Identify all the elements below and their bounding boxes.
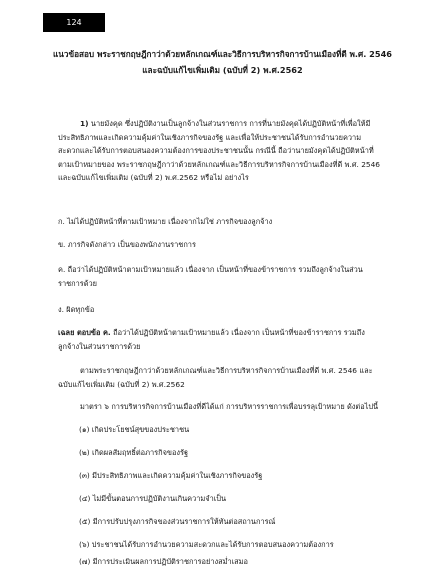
goal-item-5: (๕) มีการปรับปรุงภารกิจของส่วนราชการให้ทันต่อสถานการณ์ [79, 517, 276, 526]
goal-item-3: (๓) มีประสิทธิภาพและเกิดความคุ้มค่าในเชิงภารกิจของรัฐ [79, 471, 263, 480]
page-number-box: 124 [43, 13, 105, 32]
title-line-1: แนวข้อสอบ พระราชกฤษฎีกาว่าด้วยหลักเกณฑ์และวิธีการบริหารกิจการบ้านเมืองที่ดี พ.ศ. 2546 [53, 49, 392, 59]
goal-item-2: (๒) เกิดผลสัมฤทธิ์ต่อภารกิจของรัฐ [79, 448, 189, 457]
goal-item-7: (๗) มีการประเมินผลการปฏิบัติราชการอย่างสม่ำเสมอ [79, 557, 248, 566]
answer-text: ถือว่าได้ปฏิบัติหน้าตามเป้าหมายแล้ว เนื่องจาก เป็นหน้าที่ของข้าราชการ รวมถึงลูกจ้างในส่วนราชการด้วย [58, 328, 365, 351]
question-block [58, 117, 380, 185]
choice-d: ง. ผิดทุกข้อ [58, 305, 95, 314]
section-text: มาตรา ๖ การบริหารกิจการบ้านเมืองที่ดีได้แก่ การบริหารราชการเพื่อบรรลุเป้าหมาย ดังต่อไปนี้ [80, 402, 379, 411]
question-number: 1) [80, 119, 89, 128]
question-text: นายมังคุด ซึ่งปฏิบัติงานเป็นลูกจ้างในส่วนราชการ การที่นายมังคุดได้ปฏิบัติหน้าที่เพื่อให้มีประสิทธิภาพและเกิดความคุ้มค่าในเชิงภารกิจของรัฐ และเพื่อให้ประชาชนได้รับการอำนวยความสะดวกและได้รับการตอบสนองความต้องการของประชาชนนั้น กรณีนี้ ถือว่านายมังคุดได้ปฏิบัติหน้าที่ตามเป้าหมายของ พระราชกฤษฎีกาว่าด้วยหลักเกณฑ์และวิธีการบริหารกิจการบ้านเมืองที่ดี พ.ศ. 2546 และฉบับแก้ไขเพิ่มเติม (ฉบับที่ 2) พ.ศ.2562 หรือไม่ อย่างไร [58, 119, 381, 183]
choice-c: ค. ถือว่าได้ปฏิบัติหน้าตามเป้าหมายแล้ว เนื่องจาก เป็นหน้าที่ของข้าราชการ รวมถึงลูกจ้างในส่วนราชการด้วย [58, 265, 363, 288]
goal-item-1: (๑) เกิดประโยชน์สุขของประชาชน [79, 425, 190, 434]
goal-item-4: (๔) ไม่มีขั้นตอนการปฏิบัติงานเกินความจำเป็น [79, 494, 227, 503]
choice-a: ก. ไม่ได้ปฏิบัติหน้าที่ตามเป้าหมาย เนื่องจากไม่ใช่ ภารกิจของลูกจ้าง [58, 217, 273, 226]
choice-b: ข. ภารกิจดังกล่าว เป็นของพนักงานราชการ [58, 240, 196, 249]
document-title [50, 46, 395, 78]
reference-text: ตามพระราชกฤษฎีกาว่าด้วยหลักเกณฑ์และวิธีการบริหารกิจการบ้านเมืองที่ดี พ.ศ. 2546 และฉบับแก้ไขเพิ่มเติม (ฉบับที่ 2) พ.ศ.2562 [58, 366, 373, 389]
goal-item-6: (๖) ประชาชนได้รับการอำนวยความสะดวกและได้รับการตอบสนองความต้องการ [79, 540, 334, 549]
answer-block [58, 326, 380, 353]
title-line-2: และฉบับแก้ไขเพิ่มเติม (ฉบับที่ 2) พ.ศ.2562 [142, 65, 303, 75]
answer-label: เฉลย ตอบข้อ ค. [58, 328, 111, 337]
